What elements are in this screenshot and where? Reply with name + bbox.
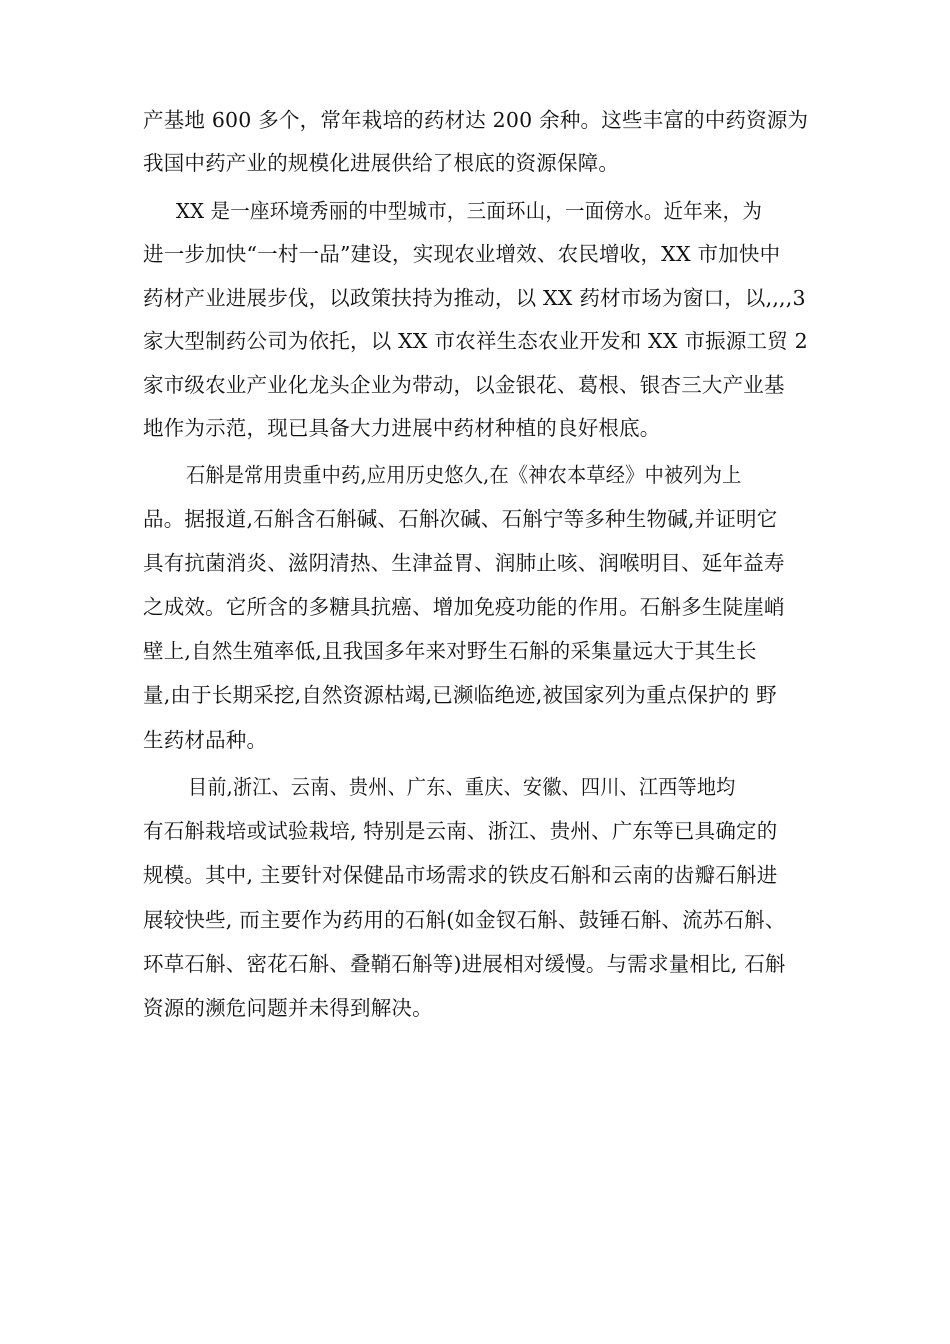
text-line: 品。据报道,石斛含石斛碱、石斛次碱、石斛宁等多种生物碱,并证明它 [143,507,778,531]
text-line: 规模。其中, 主要针对保健品市场需求的铁皮石斛和云南的齿瓣石斛进 [143,863,778,887]
text-line: 地作为示范，现已具备大力进展中药材种植的良好根底。 [143,416,661,440]
text-line: 产基地 600 多个，常年栽培的药材达 200 余种。这些丰富的中药资源为 [143,108,809,132]
text-line: 资源的濒危问题并未得到解决。 [143,996,433,1020]
text-line: 我国中药产业的规模化进展供给了根底的资源保障。 [143,151,620,175]
text-line: 进一步加快“一村一品”建设，实现农业增效、农民增收，XX 市加快中 [143,242,781,266]
text-line: 生药材品种。 [143,728,268,752]
paragraph-start-line: 石斛是常用贵重中药,应用历史悠久,在《神农本草经》中被列为上 [186,463,742,487]
text-line: 药材产业进展步伐，以政策扶持为推动，以 XX 药材市场为窗口，以,,,,3 [143,286,806,310]
text-line: 展较快些, 而主要作为药用的石斛(如金钗石斛、鼓锤石斛、流苏石斛、 [143,908,786,932]
paragraph-start-line: 目前,浙江、云南、贵州、广东、重庆、安徽、四川、江西等地均 [188,775,736,799]
text-line: 环草石斛、密花石斛、叠鞘石斛等)进展相对缓慢。与需求量相比, 石斛 [143,952,786,976]
text-line: 之成效。它所含的多糖具抗癌、增加免疫功能的作用。石斛多生陡崖峭 [143,595,785,619]
text-line: 有石斛栽培或试验栽培, 特别是云南、浙江、贵州、广东等已具确定的 [143,819,778,843]
text-line: 家市级农业产业化龙头企业为带动，以金银花、葛根、银杏三大产业基 [143,373,785,397]
text-line: 家大型制药公司为依托，以 XX 市农祥生态农业开发和 XX 市振源工贸 2 [143,329,808,353]
text-line: 具有抗菌消炎、滋阴清热、生津益胃、润肺止咳、润喉明目、延年益寿 [143,551,785,575]
text-line: 壁上,自然生殖率低,且我国多年来对野生石斛的采集量远大于其生长 [143,639,757,663]
text-line: 量,由于长期采挖,自然资源枯竭,已濒临绝迹,被国家列为重点保护的 野 [143,683,777,707]
paragraph-start-line: XX 是一座环境秀丽的中型城市，三面环山，一面傍水。近年来，为 [176,199,763,223]
